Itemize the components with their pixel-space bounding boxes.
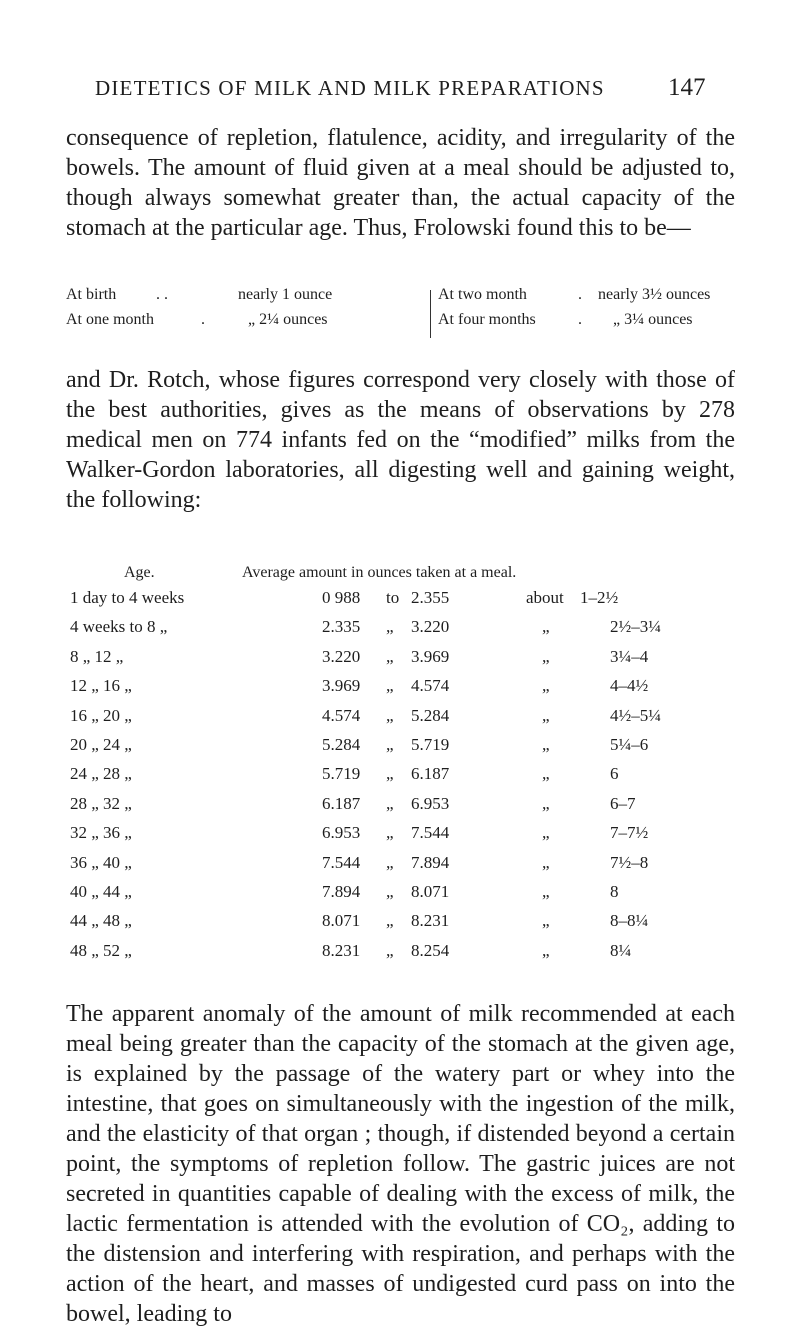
amount-to: 3.969 [411, 646, 450, 666]
amount-to: 7.544 [411, 823, 450, 843]
about-amount: 1–2½ [580, 588, 619, 607]
capacity-age: At four months [438, 311, 536, 328]
to-word: „ [386, 911, 394, 931]
to-word: „ [386, 793, 394, 813]
to-word: to [386, 588, 400, 607]
about-word: „ [542, 823, 550, 843]
amount-to: 6.187 [411, 764, 450, 784]
capacity-amount: „ 3¼ ounces [613, 311, 693, 328]
capacity-leader-dots: . [578, 311, 582, 328]
about-word: „ [542, 882, 550, 901]
age-range: 4 weeks to 8 „ [70, 617, 168, 637]
amount-from: 6.187 [322, 793, 361, 813]
about-amount: 4–4½ [610, 676, 649, 696]
about-amount: 8–8¼ [610, 911, 649, 931]
age-range: 32 „ 36 „ [70, 823, 132, 843]
amount-from: 3.969 [322, 676, 361, 696]
to-word: „ [386, 705, 394, 725]
to-word: „ [386, 764, 394, 784]
capacity-row [438, 286, 711, 311]
age-range: 8 „ 12 „ [70, 646, 124, 666]
amount-to: 8.071 [411, 882, 450, 901]
amount-from: 7.894 [322, 882, 361, 901]
about-amount: 4½–5¼ [610, 705, 661, 725]
about-word: „ [542, 764, 550, 784]
about-amount: 2½–3¼ [610, 617, 661, 637]
about-word: „ [542, 735, 550, 754]
amount-to: 5.284 [411, 705, 450, 725]
amount-from: 5.719 [322, 764, 361, 784]
capacity-row [66, 286, 333, 311]
amount-from: 6.953 [322, 823, 361, 843]
paragraph-intro [66, 123, 735, 243]
header-amount: Average amount in ounces taken at a meal. [242, 564, 517, 581]
capacity-leader-dots: . [578, 286, 582, 303]
amount-to: 2.355 [411, 588, 450, 607]
amount-from: 5.284 [322, 735, 361, 754]
to-word: „ [386, 882, 394, 901]
age-range: 40 „ 44 „ [70, 882, 132, 901]
paragraph-anomaly [66, 999, 735, 1329]
to-word: „ [386, 823, 394, 843]
about-word: about [526, 588, 564, 607]
amount-to: 4.574 [411, 676, 450, 696]
age-range: 36 „ 40 „ [70, 852, 132, 872]
to-word: „ [386, 940, 394, 960]
average-intake-table [66, 558, 735, 998]
amount-from: 2.335 [322, 617, 361, 637]
about-amount: 7½–8 [610, 852, 649, 872]
about-word: „ [542, 911, 550, 931]
to-word: „ [386, 852, 394, 872]
paragraph-text: and Dr. Rotch, whose figures correspond very closely with those of the best authorities, gives as the means of observations by 278 medical men on 774 infants fed on the “modified” milks from the Walker-Gordon laboratories, all digesting well and gaining weight, the following: [66, 367, 735, 513]
amount-to: 7.894 [411, 852, 450, 872]
age-range: 28 „ 32 „ [70, 793, 132, 813]
amount-from: 0 988 [322, 588, 361, 607]
about-word: „ [542, 793, 550, 813]
about-word: „ [542, 646, 550, 666]
amount-to: 3.220 [411, 617, 450, 637]
age-range: 24 „ 28 „ [70, 764, 132, 784]
to-word: „ [386, 617, 394, 637]
about-amount: 6–7 [610, 793, 636, 813]
about-word: „ [542, 617, 550, 637]
capacity-row [66, 311, 328, 336]
to-word: „ [386, 735, 394, 754]
to-word: „ [386, 676, 394, 696]
capacity-age: At one month [66, 311, 154, 328]
paragraph-text: The apparent anomaly of the amount of milk recommended at each meal being greater than the capacity of the stomach at the given age, is explained by the passage of the watery part or whey into the intestine, that goes on simultaneously with the ingestion of the milk, and the elasticity of that organ ; though, if distended beyond a certain point, the symptoms of repletion follow. The gastric juices are not secreted in quantities capable of dealing with the excess of milk, the lactic fermentation is attended with the evolution of CO₂, adding to the distension and interfering with respiration, and perhaps with the action of the heart, and masses of undigested curd pass on into the bowel, leading to [66, 1001, 735, 1327]
capacity-row [438, 311, 693, 336]
amount-to: 8.231 [411, 911, 450, 931]
header-age: Age. [124, 564, 155, 581]
about-word: „ [542, 676, 550, 696]
amount-to: 6.953 [411, 793, 450, 813]
capacity-amount: nearly 3½ ounces [598, 286, 711, 303]
amount-to: 8.254 [411, 940, 450, 960]
page-number: 147 [668, 74, 706, 101]
about-amount: 5¼–6 [610, 735, 649, 754]
amount-from: 7.544 [322, 852, 361, 872]
running-title: DIETETICS OF MILK AND MILK PREPARATIONS [95, 76, 605, 100]
about-amount: 3¼–4 [610, 646, 649, 666]
column-divider [430, 290, 431, 338]
capacity-age: At two month [438, 286, 527, 303]
age-range: 16 „ 20 „ [70, 705, 132, 725]
age-range: 44 „ 48 „ [70, 911, 132, 931]
amount-from: 8.071 [322, 911, 361, 931]
capacity-age: At birth [66, 286, 117, 303]
paragraph-rotch [66, 365, 735, 515]
about-word: „ [542, 940, 550, 960]
capacity-amount: nearly 1 ounce [238, 286, 333, 303]
capacity-amount: „ 2¼ ounces [248, 311, 328, 328]
to-word: „ [386, 646, 394, 666]
running-head [0, 76, 801, 116]
age-range: 48 „ 52 „ [70, 940, 132, 960]
about-amount: 8 [610, 882, 619, 901]
amount-to: 5.719 [411, 735, 450, 754]
age-range: 12 „ 16 „ [70, 676, 132, 696]
about-amount: 6 [610, 764, 619, 784]
paragraph-text: consequence of repletion, flatulence, acidity, and irregularity of the bowels. The amount of fluid given at a meal should be adjusted to, though always somewhat greater than, the actual capacity of the stomach at the particular age. Thus, Frolowski found this to be— [66, 125, 735, 241]
capacity-leader-dots: . . [156, 286, 168, 303]
stomach-capacity-table [66, 286, 735, 340]
about-amount: 8¼ [610, 940, 632, 960]
amount-from: 4.574 [322, 705, 361, 725]
age-range: 20 „ 24 „ [70, 735, 132, 754]
age-range: 1 day to 4 weeks [70, 588, 185, 607]
amount-from: 3.220 [322, 646, 361, 666]
about-word: „ [542, 852, 550, 872]
about-word: „ [542, 705, 550, 725]
about-amount: 7–7½ [610, 823, 649, 843]
capacity-leader-dots: . [201, 311, 205, 328]
amount-from: 8.231 [322, 940, 361, 960]
